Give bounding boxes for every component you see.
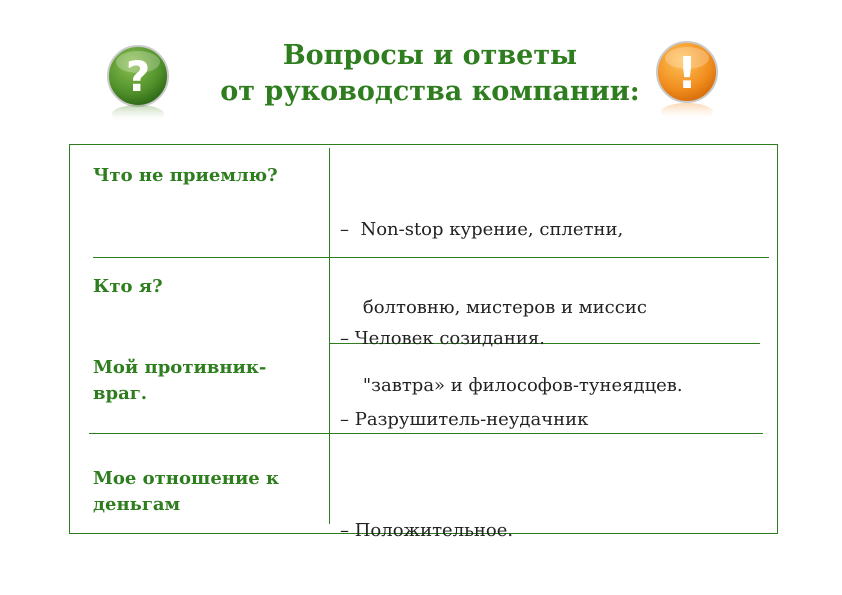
question-label: Кто я? xyxy=(93,276,163,297)
title-line-2: от руководства компании: xyxy=(220,76,640,107)
exclamation-icon xyxy=(652,40,722,124)
title-line-1: Вопросы и ответы xyxy=(282,40,578,71)
column-divider xyxy=(329,148,330,524)
answer-text: – Non-stop курение, сплетни, болтовню, мистеров и миссис "завтра» и философов-тунеядцев. xyxy=(340,219,683,396)
question-label: Что не приемлю? xyxy=(93,165,278,186)
svg-text:!: ! xyxy=(676,48,698,99)
answer-text: – Разрушитель-неудачник xyxy=(340,409,589,430)
svg-text:?: ? xyxy=(125,52,151,101)
question-label: Мое отношение к деньгам xyxy=(93,468,280,515)
question-icon xyxy=(103,44,173,126)
question-label: Мой противник- враг. xyxy=(93,357,267,404)
answer-text: – Положительное. xyxy=(340,520,514,541)
page-title xyxy=(180,38,680,110)
answer-text: – Человек созидания. xyxy=(340,328,545,349)
